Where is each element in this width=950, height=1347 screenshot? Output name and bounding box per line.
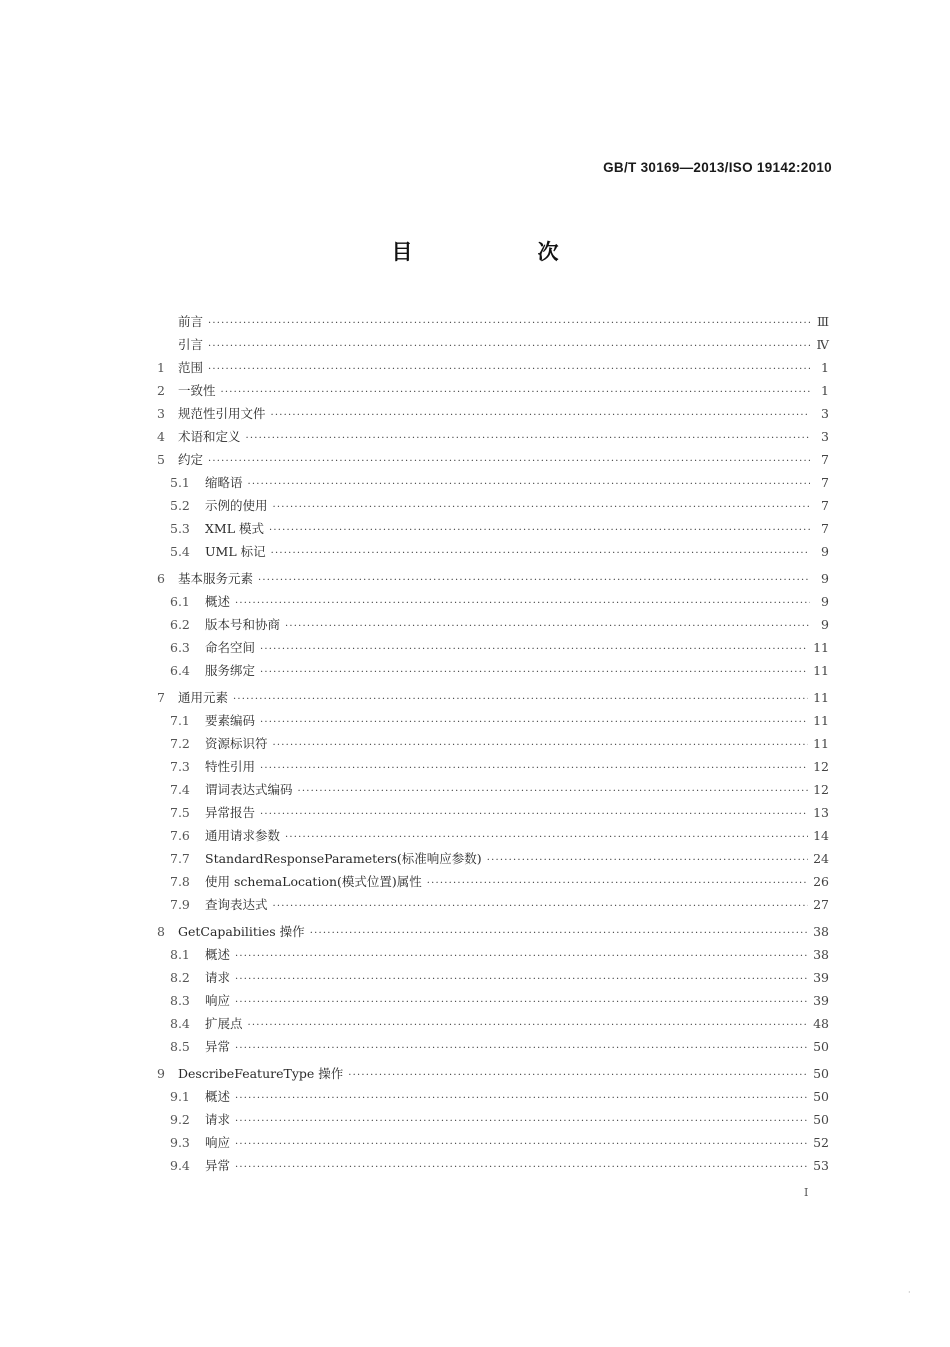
toc-entry-label: 术语和定义 <box>178 429 241 444</box>
leader-dots <box>487 849 808 872</box>
toc-entry-number: 7.5 <box>170 805 190 820</box>
toc-entry-page: 11 <box>813 640 829 655</box>
leader-dots <box>271 542 810 565</box>
toc-entry-number: 6.1 <box>170 594 190 609</box>
leader-dots <box>235 1156 808 1179</box>
toc-entry-page: Ⅲ <box>816 314 829 329</box>
toc-entry-page: 39 <box>813 970 829 985</box>
toc-entry[interactable] <box>157 1085 829 1108</box>
leader-dots <box>271 404 810 427</box>
toc-entry-number: 4 <box>157 429 165 444</box>
toc-entry-label: 要素编码 <box>205 713 256 728</box>
toc-entry-page: 52 <box>813 1135 829 1150</box>
toc-entry[interactable] <box>157 1012 829 1035</box>
toc-entry-number: 7.6 <box>170 828 190 843</box>
toc-entry[interactable] <box>157 732 829 755</box>
leader-dots <box>273 734 809 757</box>
toc-entry-page: 38 <box>813 924 829 939</box>
toc-entry-label: 概述 <box>205 594 231 609</box>
toc-entry[interactable] <box>157 966 829 989</box>
toc-entry-label: 基本服务元素 <box>178 571 254 586</box>
toc-entry-number: 8.1 <box>170 947 190 962</box>
toc-entry-number: 8.5 <box>170 1039 190 1054</box>
toc-entry-label: 谓词表达式编码 <box>205 782 293 797</box>
leader-dots <box>235 945 808 968</box>
leader-dots <box>221 381 810 404</box>
toc-entry-label: 响应 <box>205 1135 231 1150</box>
toc-entry-number: 7 <box>157 690 165 705</box>
toc-entry-page: 11 <box>813 736 829 751</box>
toc-entry[interactable] <box>157 356 829 379</box>
toc-entry-label: XML 模式 <box>205 521 264 536</box>
standard-code: GB/T 30169—2013/ISO 19142:2010 <box>603 160 832 175</box>
page-title: 目 次 <box>391 240 611 264</box>
toc-entry-page: 7 <box>821 498 829 513</box>
toc-entry-label: 使用 schemaLocation(模式位置)属性 <box>205 874 422 889</box>
toc-entry-page: 7 <box>821 475 829 490</box>
leader-dots <box>235 1087 808 1110</box>
toc-entry-number: 6.2 <box>170 617 190 632</box>
toc-entry-page: Ⅳ <box>816 337 829 352</box>
leader-dots <box>235 968 808 991</box>
toc-entry-page: 11 <box>813 690 829 705</box>
toc-entry[interactable] <box>157 590 829 613</box>
toc-entry-page: 9 <box>821 594 829 609</box>
toc-entry-label: 异常 <box>205 1039 231 1054</box>
toc-entry-number: 9.1 <box>170 1089 190 1104</box>
toc-entry[interactable] <box>157 824 829 847</box>
toc-entry-label: 版本号和协商 <box>205 617 281 632</box>
toc-entry-label: 概述 <box>205 947 231 962</box>
toc-entry-page: 50 <box>813 1089 829 1104</box>
toc-entry-label: 请求 <box>205 970 231 985</box>
toc-entry-number: 5.4 <box>170 544 190 559</box>
toc-entry-number: 8 <box>157 924 165 939</box>
table-of-contents <box>157 310 829 1177</box>
leader-dots <box>235 1133 808 1156</box>
toc-entry-number: 8.4 <box>170 1016 190 1031</box>
toc-entry-page: 53 <box>813 1158 829 1173</box>
toc-entry-page: 11 <box>813 713 829 728</box>
toc-entry-label: UML 标记 <box>205 544 266 559</box>
toc-entry[interactable] <box>157 801 829 824</box>
toc-entry-number: 9.4 <box>170 1158 190 1173</box>
toc-entry-page: 12 <box>813 782 829 797</box>
toc-entry-number: 5.3 <box>170 521 190 536</box>
toc-entry[interactable] <box>157 613 829 636</box>
toc-entry-label: 特性引用 <box>205 759 256 774</box>
toc-entry-number: 6 <box>157 571 165 586</box>
toc-entry-page: 26 <box>813 874 829 889</box>
toc-entry[interactable] <box>157 1035 829 1058</box>
toc-entry-label: 查询表达式 <box>205 897 268 912</box>
toc-entry-number: 9.2 <box>170 1112 190 1127</box>
leader-dots <box>208 450 810 473</box>
leader-dots <box>235 592 810 615</box>
toc-entry[interactable] <box>157 709 829 732</box>
toc-entry-page: 9 <box>821 617 829 632</box>
leader-dots <box>260 638 808 661</box>
toc-entry-label: 规范性引用文件 <box>178 406 266 421</box>
toc-entry-page: 50 <box>813 1066 829 1081</box>
leader-dots <box>258 569 810 592</box>
leader-dots <box>348 1064 808 1087</box>
leader-dots <box>235 1110 808 1133</box>
leader-dots <box>260 803 808 826</box>
toc-entry-page: 48 <box>813 1016 829 1031</box>
leader-dots <box>233 688 808 711</box>
toc-entry-number: 5.1 <box>170 475 190 490</box>
toc-entry-number: 6.3 <box>170 640 190 655</box>
leader-dots <box>269 519 810 542</box>
toc-entry-label: 异常 <box>205 1158 231 1173</box>
toc-entry-page: 7 <box>821 521 829 536</box>
toc-entry-label: 服务绑定 <box>205 663 256 678</box>
leader-dots <box>260 757 808 780</box>
toc-entry-label: 前言 <box>178 314 204 329</box>
toc-entry[interactable] <box>157 636 829 659</box>
page-number: I <box>804 1186 809 1199</box>
leader-dots <box>208 335 810 358</box>
toc-entry-page: 50 <box>813 1039 829 1054</box>
leader-dots <box>310 922 808 945</box>
toc-entry-label: 通用请求参数 <box>205 828 281 843</box>
toc-entry-number: 8.3 <box>170 993 190 1008</box>
toc-entry-number: 7.4 <box>170 782 190 797</box>
toc-entry[interactable] <box>157 310 829 333</box>
toc-entry-page: 39 <box>813 993 829 1008</box>
toc-entry-number: 7.1 <box>170 713 190 728</box>
leader-dots <box>260 661 808 684</box>
toc-entry-label: GetCapabilities 操作 <box>178 924 305 939</box>
toc-entry[interactable] <box>157 448 829 471</box>
leader-dots <box>235 991 808 1014</box>
leader-dots <box>285 615 810 638</box>
toc-entry-number: 9 <box>157 1066 165 1081</box>
toc-entry[interactable] <box>157 659 829 682</box>
toc-entry-label: 概述 <box>205 1089 231 1104</box>
toc-entry-page: 1 <box>821 360 829 375</box>
toc-entry-number: 7.2 <box>170 736 190 751</box>
toc-entry-page: 27 <box>813 897 829 912</box>
toc-entry-number: 9.3 <box>170 1135 190 1150</box>
toc-entry[interactable] <box>157 379 829 402</box>
toc-entry[interactable] <box>157 1154 829 1177</box>
toc-entry-number: 2 <box>157 383 165 398</box>
toc-entry[interactable] <box>157 920 829 943</box>
toc-entry-label: 缩略语 <box>205 475 243 490</box>
toc-entry-page: 14 <box>813 828 829 843</box>
leader-dots <box>208 358 810 381</box>
toc-entry-label: StandardResponseParameters(标准响应参数) <box>205 851 482 866</box>
toc-entry-number: 8.2 <box>170 970 190 985</box>
toc-entry-page: 38 <box>813 947 829 962</box>
toc-entry-label: 一致性 <box>178 383 216 398</box>
leader-dots <box>260 711 808 734</box>
leader-dots <box>298 780 809 803</box>
leader-dots <box>246 427 810 450</box>
toc-entry-label: 资源标识符 <box>205 736 268 751</box>
toc-entry[interactable] <box>157 1108 829 1131</box>
toc-entry-number: 1 <box>157 360 165 375</box>
toc-entry[interactable] <box>157 402 829 425</box>
toc-entry[interactable] <box>157 517 829 540</box>
toc-entry[interactable] <box>157 847 829 870</box>
toc-entry-label: 扩展点 <box>205 1016 243 1031</box>
toc-entry-page: 50 <box>813 1112 829 1127</box>
toc-entry[interactable] <box>157 471 829 494</box>
toc-entry-page: 3 <box>821 406 829 421</box>
toc-entry-number: 6.4 <box>170 663 190 678</box>
toc-entry-page: 24 <box>813 851 829 866</box>
leader-dots <box>285 826 808 849</box>
toc-entry-label: 引言 <box>178 337 204 352</box>
toc-entry-label: 通用元素 <box>178 690 229 705</box>
toc-entry-number: 7.9 <box>170 897 190 912</box>
leader-dots <box>273 895 809 918</box>
toc-entry-number: 7.7 <box>170 851 190 866</box>
toc-entry[interactable] <box>157 540 829 563</box>
toc-entry-page: 9 <box>821 571 829 586</box>
toc-entry-label: 请求 <box>205 1112 231 1127</box>
toc-entry[interactable] <box>157 425 829 448</box>
leader-dots <box>248 1014 809 1037</box>
toc-entry[interactable] <box>157 567 829 590</box>
toc-entry-label: 约定 <box>178 452 204 467</box>
leader-dots <box>427 872 808 895</box>
toc-entry-label: 响应 <box>205 993 231 1008</box>
toc-entry[interactable] <box>157 1131 829 1154</box>
toc-entry-label: 异常报告 <box>205 805 256 820</box>
toc-entry-page: 9 <box>821 544 829 559</box>
toc-entry-page: 3 <box>821 429 829 444</box>
toc-entry-number: 3 <box>157 406 165 421</box>
toc-entry[interactable] <box>157 333 829 356</box>
toc-entry[interactable] <box>157 989 829 1012</box>
toc-entry-label: DescribeFeatureType 操作 <box>178 1066 344 1081</box>
toc-entry-number: 5 <box>157 452 165 467</box>
toc-entry-page: 7 <box>821 452 829 467</box>
toc-entry-page: 12 <box>813 759 829 774</box>
toc-entry-number: 7.8 <box>170 874 190 889</box>
toc-entry-number: 5.2 <box>170 498 190 513</box>
toc-entry[interactable] <box>157 1062 829 1085</box>
leader-dots <box>273 496 810 519</box>
toc-entry-page: 13 <box>813 805 829 820</box>
toc-entry[interactable] <box>157 893 829 916</box>
scan-speck: · <box>908 1288 911 1297</box>
toc-entry[interactable] <box>157 870 829 893</box>
toc-entry[interactable] <box>157 778 829 801</box>
leader-dots <box>235 1037 808 1060</box>
toc-entry-label: 范围 <box>178 360 204 375</box>
toc-entry-label: 示例的使用 <box>205 498 268 513</box>
toc-entry[interactable] <box>157 686 829 709</box>
toc-entry[interactable] <box>157 755 829 778</box>
toc-entry[interactable] <box>157 494 829 517</box>
toc-entry-label: 命名空间 <box>205 640 256 655</box>
leader-dots <box>248 473 810 496</box>
toc-entry-page: 11 <box>813 663 829 678</box>
leader-dots <box>208 312 810 335</box>
toc-entry-page: 1 <box>821 383 829 398</box>
toc-entry-number: 7.3 <box>170 759 190 774</box>
toc-entry[interactable] <box>157 943 829 966</box>
